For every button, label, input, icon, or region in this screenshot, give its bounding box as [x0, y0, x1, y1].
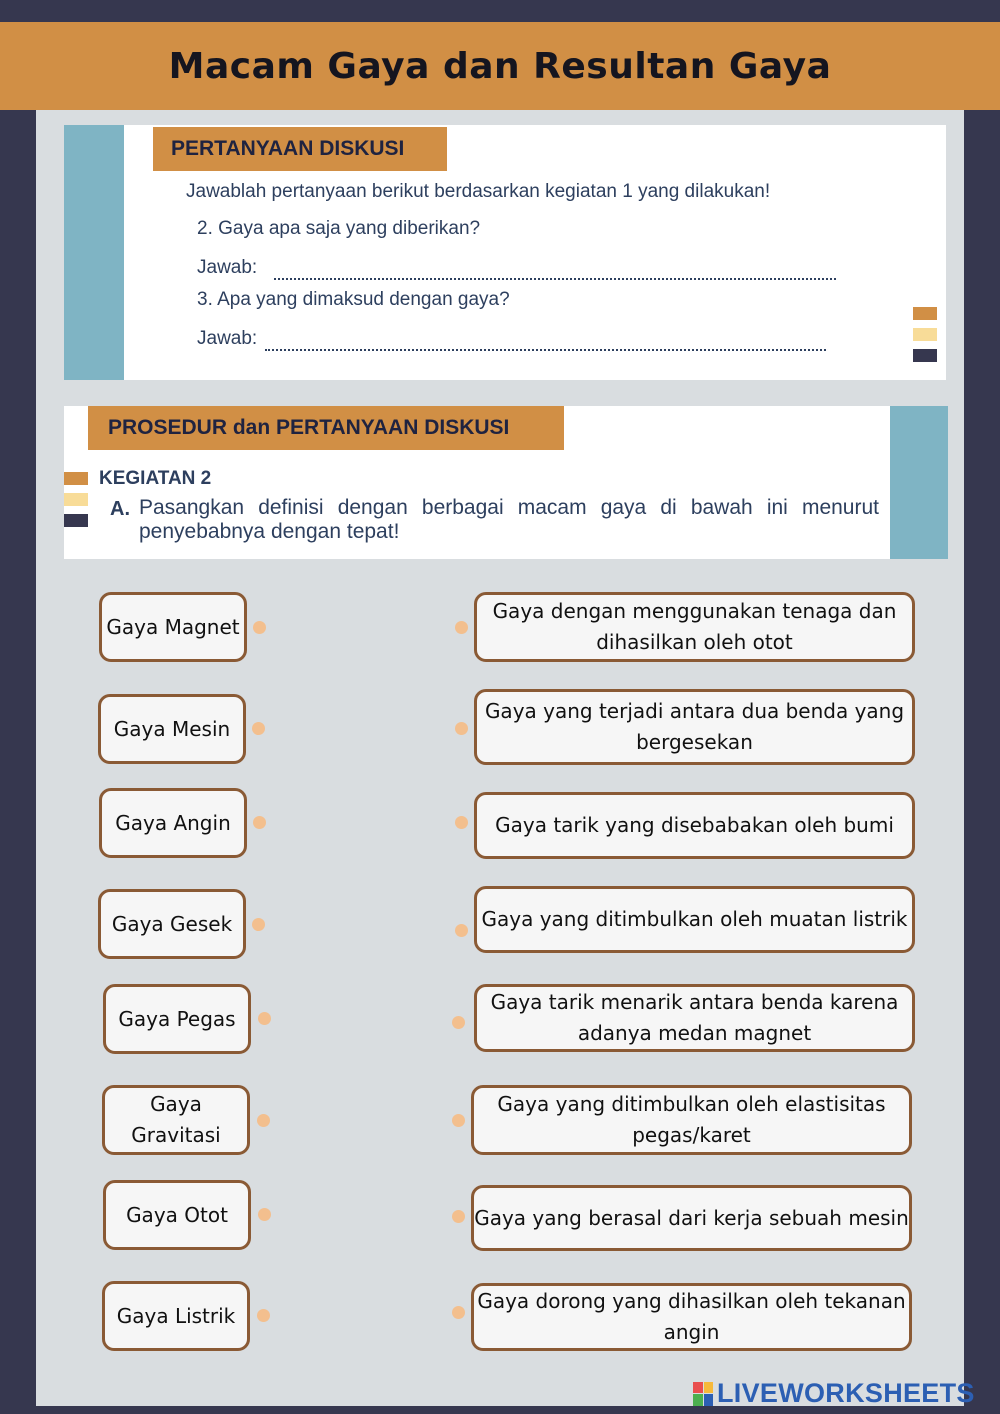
match-dot-left[interactable]: [257, 1309, 270, 1322]
match-right-item[interactable]: Gaya tarik menarik antara benda karena adanya medan magnet: [474, 984, 915, 1052]
match-right-item[interactable]: Gaya yang ditimbulkan oleh muatan listrik: [474, 886, 915, 953]
logo-text: LIVEWORKSHEETS: [717, 1378, 975, 1408]
match-dot-left[interactable]: [253, 621, 266, 634]
match-right-item[interactable]: Gaya yang ditimbulkan oleh elastisitas pegas/karet: [471, 1085, 912, 1155]
match-right-item[interactable]: Gaya dorong yang dihasilkan oleh tekanan angin: [471, 1283, 912, 1351]
match-left-item[interactable]: Gaya Angin: [99, 788, 247, 858]
match-dot-left[interactable]: [257, 1114, 270, 1127]
match-left-item[interactable]: Gaya Mesin: [98, 694, 246, 764]
match-left-item[interactable]: Gaya Pegas: [103, 984, 251, 1054]
match-left-item[interactable]: Gaya Gravitasi: [102, 1085, 250, 1155]
decorative-blue-bar: [890, 406, 948, 559]
decorative-square-cream: [64, 493, 88, 506]
answer-line-2[interactable]: [274, 278, 836, 280]
match-dot-right[interactable]: [452, 1016, 465, 1029]
decorative-square-orange: [64, 472, 88, 485]
match-dot-right[interactable]: [452, 1114, 465, 1127]
logo-icon: [693, 1382, 713, 1406]
match-dot-right[interactable]: [455, 816, 468, 829]
match-right-item[interactable]: Gaya dengan menggunakan tenaga dan dihasilkan oleh otot: [474, 592, 915, 662]
page-title: Macam Gaya dan Resultan Gaya: [168, 45, 832, 87]
decorative-square-navy: [913, 349, 937, 362]
match-dot-left[interactable]: [253, 816, 266, 829]
discussion-card: [64, 125, 946, 380]
question-2: 2. Gaya apa saja yang diberikan?: [197, 218, 481, 239]
activity-heading: KEGIATAN 2: [99, 468, 212, 489]
instruction-label: A.: [110, 498, 130, 520]
discussion-tag: PERTANYAAN DISKUSI: [153, 127, 447, 171]
match-dot-left[interactable]: [252, 722, 265, 735]
match-left-item[interactable]: Gaya Listrik: [102, 1281, 250, 1351]
match-right-item[interactable]: Gaya yang berasal dari kerja sebuah mesin: [471, 1185, 912, 1251]
discussion-intro: Jawablah pertanyaan berikut berdasarkan kegiatan 1 yang dilakukan!: [186, 181, 771, 202]
match-dot-right[interactable]: [452, 1306, 465, 1319]
match-dot-right[interactable]: [455, 722, 468, 735]
match-dot-left[interactable]: [258, 1012, 271, 1025]
procedure-tag: PROSEDUR dan PERTANYAAN DISKUSI: [88, 406, 564, 450]
match-dot-right[interactable]: [455, 621, 468, 634]
match-right-item[interactable]: Gaya tarik yang disebabakan oleh bumi: [474, 792, 915, 859]
answer-line-3[interactable]: [265, 349, 826, 351]
match-left-item[interactable]: Gaya Otot: [103, 1180, 251, 1250]
match-dot-left[interactable]: [258, 1208, 271, 1221]
decorative-blue-bar: [64, 125, 124, 380]
title-banner: [0, 22, 1000, 110]
match-dot-right[interactable]: [455, 924, 468, 937]
answer-label-2: Jawab:: [197, 257, 258, 278]
match-left-item[interactable]: Gaya Gesek: [98, 889, 246, 959]
match-right-item[interactable]: Gaya yang terjadi antara dua benda yang bergesekan: [474, 689, 915, 765]
liveworksheets-logo: [693, 1378, 975, 1409]
decorative-square-orange: [913, 307, 937, 320]
match-left-item[interactable]: Gaya Magnet: [99, 592, 247, 662]
match-dot-left[interactable]: [252, 918, 265, 931]
instruction-text: Pasangkan definisi dengan berbagai macam gaya di bawah ini menurut penyebabnya dengan tepat!: [139, 496, 879, 543]
decorative-square-cream: [913, 328, 937, 341]
question-3: 3. Apa yang dimaksud dengan gaya?: [197, 289, 510, 310]
procedure-card: [64, 406, 948, 559]
match-dot-right[interactable]: [452, 1210, 465, 1223]
answer-label-3: Jawab:: [197, 328, 258, 349]
decorative-square-navy: [64, 514, 88, 527]
